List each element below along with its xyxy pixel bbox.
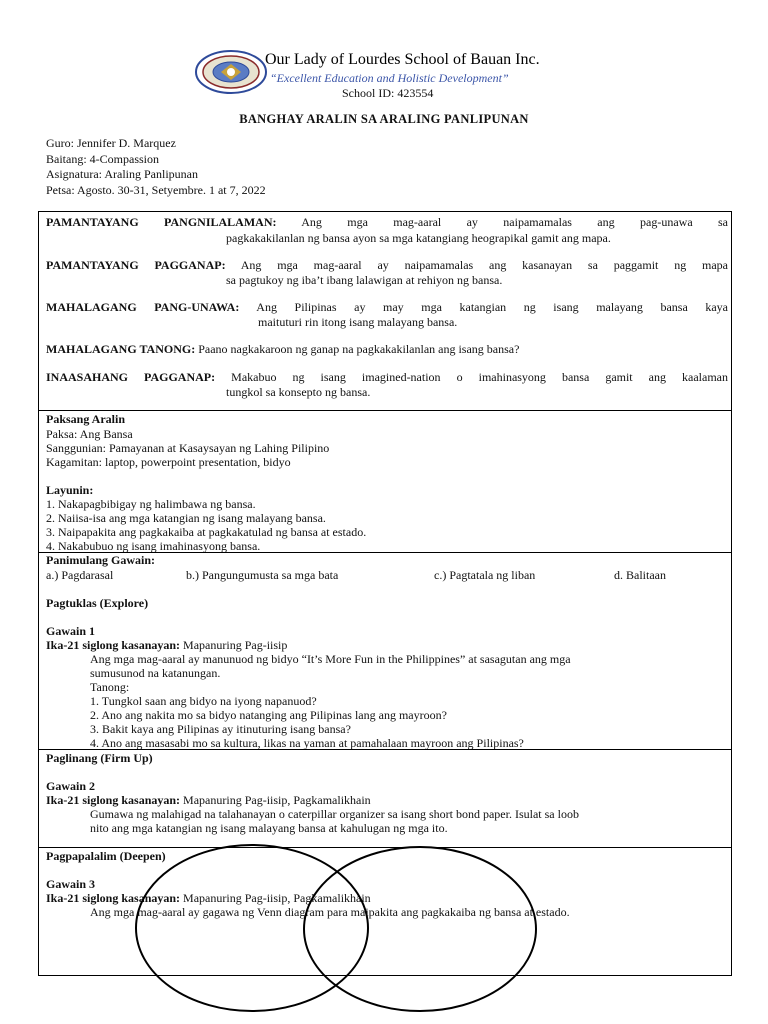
kasanayan-label: Ika-21 siglong kasanayan: [46, 793, 181, 807]
kasanayan2-line [46, 793, 728, 808]
school-id: School ID: 423554 [342, 86, 434, 100]
paglinang-heading: Paglinang (Firm Up) [46, 751, 153, 765]
question-item: 3. Bakit kaya ang Pilipinas ay itinuturing isang bansa? [90, 722, 351, 736]
question-item: 2. Ano ang nakita mo sa bidyo natanging ang Pilipinas lang ang mayroon? [90, 708, 447, 722]
pagganap-text: Ang mga mag-aaral ay naipamamalas ang kasanayan sa paggamit ng mapa [240, 258, 728, 272]
lesson-meta [46, 136, 266, 198]
tanong-heading: Tanong: [90, 680, 130, 694]
pangnilalaman-text-cont: pagkakakilanlan ng bansa ayon sa mga katangiang heograpikal gamit ang mapa. [226, 231, 611, 245]
question-item: 1. Tungkol saan ang bidyo na iyong napanuod? [90, 694, 317, 708]
inaasahan-line [46, 370, 728, 385]
pangunawa-label: MAHALAGANG PANG-UNAWA: [46, 300, 240, 314]
pangunawa-text: Ang Pilipinas ay may mga katangian ng isang malayang bansa kaya [256, 300, 729, 314]
asignatura-line: Asignatura: Araling Panlipunan [46, 167, 198, 181]
pangunawa-text-cont: maituturi rin itong isang malayang bansa. [258, 315, 458, 329]
pagganap-line [46, 258, 728, 273]
tanong-text: Paano nagkakaroon ng ganap na pagkakakilanlan ang isang bansa? [198, 342, 520, 356]
instruction2-cont: nito ang mga katangian ng isang malayang bansa at kahulugan ng mga ito. [90, 821, 448, 835]
kasanayan-value: Mapanuring Pag-iisip [183, 638, 288, 652]
pagpapalalim-heading: Pagpapalalim (Deepen) [46, 849, 166, 863]
school-seal-logo [194, 49, 268, 95]
layunin-heading: Layunin: [46, 483, 94, 497]
school-name: Our Lady of Lourdes School of Bauan Inc. [265, 51, 540, 68]
petsa-line: Petsa: Agosto. 30-31, Setyembre. 1 at 7, 2022 [46, 182, 266, 197]
panimulang-heading: Panimulang Gawain: [46, 553, 156, 567]
kasanayan3-line [46, 891, 728, 906]
tanong-label: MAHALAGANG TANONG: [46, 342, 196, 356]
instruction1-cont: sumusunod na katanungan. [90, 666, 221, 680]
kagamitan-line: Kagamitan: laptop, powerpoint presentation, bidyo [46, 455, 291, 469]
guro-line: Guro: Jennifer D. Marquez [46, 136, 176, 150]
layunin-item: 4. Nakabubuo ng isang imahinasyong bansa. [46, 539, 261, 553]
instruction1: Ang mga mag-aaral ay manunuod ng bidyo “It’s More Fun in the Philippines” at sasagutan ang mga [90, 652, 571, 666]
gawain3-heading: Gawain 3 [46, 877, 96, 891]
school-motto: “Excellent Education and Holistic Development” [270, 71, 509, 85]
pangnilalaman-text: Ang mga mag-aaral ay naipamamalas ang pag-unawa sa [301, 215, 729, 229]
question-item: 4. Ano ang masasabi mo sa kultura, likas na yaman at pamahalaan mayroon ang Pilipinas? [90, 736, 524, 750]
pagganap-text-cont: sa pagtukoy ng iba’t ibang lalawigan at rehiyon ng bansa. [226, 273, 503, 287]
kasanayan-label: Ika-21 siglong kasanayan: [46, 638, 181, 652]
kasanayan1-line [46, 638, 728, 653]
layunin-item: 1. Nakapagbibigay ng halimbawa ng bansa. [46, 497, 256, 511]
instruction2: Gumawa ng malahigad na talahanayan o caterpillar organizer sa isang short bond paper. Isulat sa loob [90, 807, 579, 821]
paksang-aralin-heading: Paksang Aralin [46, 412, 126, 426]
gawain2-heading: Gawain 2 [46, 779, 96, 793]
layunin-item: 2. Naiisa-isa ang mga katangian ng isang malayang bansa. [46, 511, 326, 525]
inaasahan-label: INAASAHANG PAGGANAP: [46, 370, 216, 384]
kasanayan-label: Ika-21 siglong kasanayan: [46, 891, 181, 905]
kasanayan-value: Mapanuring Pag-iisip, Pagkamalikhain [183, 793, 371, 807]
panimulang-item: a.) Pagdarasal [46, 568, 114, 582]
kasanayan-value: Mapanuring Pag-iisip, Pagkamalikhain [183, 891, 371, 905]
pangunawa-line [46, 300, 728, 315]
pangnilalaman-label: PAMANTAYANG PANGNILALAMAN: [46, 215, 277, 229]
panimulang-item: b.) Pangungumusta sa mga bata [186, 568, 339, 582]
pagganap-label: PAMANTAYANG PAGGANAP: [46, 258, 226, 272]
tanong-line [46, 342, 728, 357]
panimulang-item: c.) Pagtatala ng liban [434, 568, 536, 582]
inaasahan-text-cont: tungkol sa konsepto ng bansa. [226, 385, 371, 399]
paksa-line: Paksa: Ang Bansa [46, 427, 133, 441]
sanggunian-line: Sanggunian: Pamayanan at Kasaysayan ng Lahing Pilipino [46, 441, 330, 455]
pangnilalaman-line [46, 215, 728, 230]
gawain1-heading: Gawain 1 [46, 624, 96, 638]
panimulang-item: d. Balitaan [614, 568, 666, 582]
instruction3: Ang mga mag-aaral ay gagawa ng Venn diagram para maipakita ang pagkakaiba ng bansa at estado. [90, 905, 570, 919]
layunin-item: 3. Naipapakita ang pagkakaiba at pagkakatulad ng bansa at estado. [46, 525, 367, 539]
document-title: BANGHAY ARALIN SA ARALING PANLIPUNAN [239, 112, 529, 126]
explore-heading: Pagtuklas (Explore) [46, 596, 149, 610]
inaasahan-text: Makabuo ng isang imagined-nation o imahinasyong bansa gamit ang kaalaman [231, 370, 728, 384]
baitang-line: Baitang: 4-Compassion [46, 151, 159, 166]
